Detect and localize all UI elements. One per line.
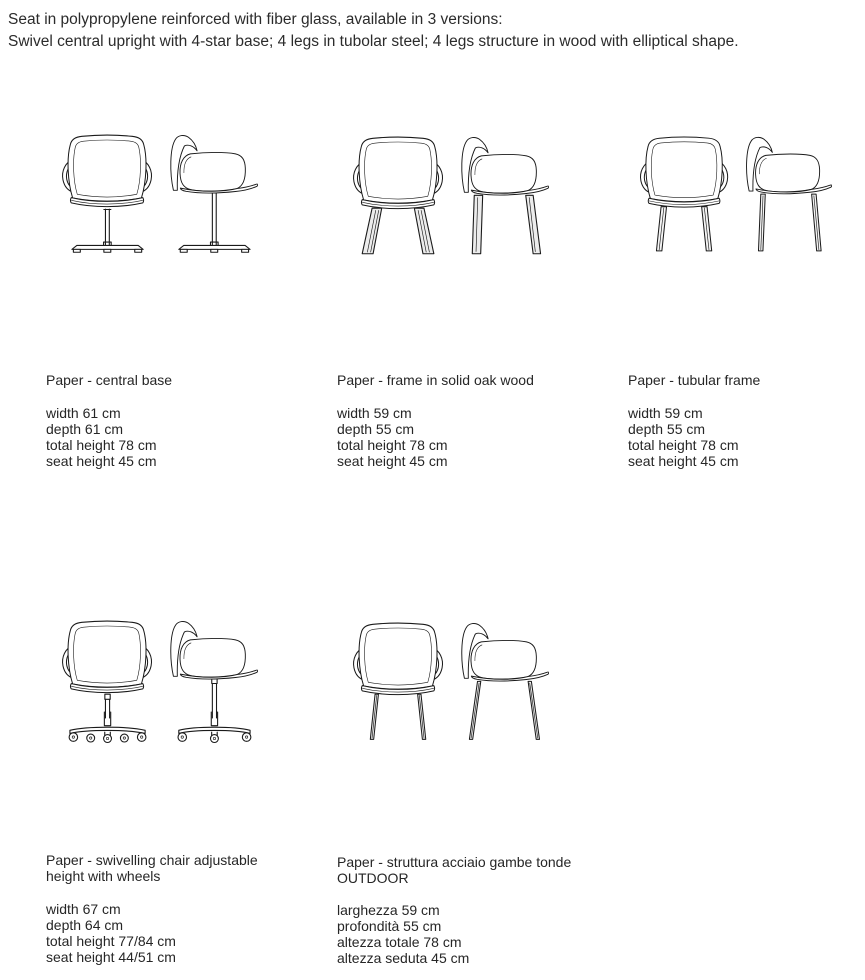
intro-line-2: Swivel central upright with 4-star base; 4 legs in tubolar steel; 4 legs structure in wood with elliptical shape. [8, 32, 739, 50]
chair-side-view [462, 623, 549, 739]
intro-text [8, 9, 739, 52]
product-title: Paper - tubular frame [628, 372, 761, 388]
product-specs [337, 405, 448, 469]
central-base-chair-drawing [60, 130, 258, 259]
spec-line: width 59 cm [628, 405, 703, 421]
spec-line: seat height 45 cm [337, 453, 448, 469]
product-title: Paper - struttura acciaio gambe tonde OUTDOOR [337, 854, 572, 886]
caster-wheels [178, 733, 251, 743]
spec-line: seat height 44/51 cm [46, 949, 176, 965]
product-title: Paper - swivelling chair adjustable height with wheels [46, 852, 258, 884]
product-specs [628, 405, 739, 469]
chair-front-view [354, 137, 443, 254]
product-title: Paper - central base [46, 372, 173, 388]
product-central-base [46, 130, 326, 490]
spec-line: depth 55 cm [337, 421, 415, 437]
product-oak-wood-frame [337, 130, 617, 490]
product-swivelling-wheels [46, 614, 326, 980]
spec-line: width 67 cm [46, 901, 121, 917]
chair-front-view [63, 621, 152, 742]
product-specs [46, 405, 157, 469]
tubular-frame-chair-drawing [638, 132, 832, 258]
swivel-caster-chair-drawing [60, 616, 258, 745]
intro-line-1: Seat in polypropylene reinforced with fiber glass, available in 3 versions: [8, 11, 503, 28]
spec-line: total height 78 cm [628, 437, 739, 453]
chair-side-view [171, 621, 258, 742]
chair-front-view [354, 623, 443, 739]
chair-side-view [747, 137, 832, 251]
spec-line: profondità 55 cm [337, 918, 442, 934]
spec-line: total height 78 cm [46, 437, 157, 453]
chair-front-view [63, 135, 152, 252]
oak-frame-chair-drawing [351, 132, 549, 261]
product-title: Paper - frame in solid oak wood [337, 372, 534, 388]
spec-line: total height 78 cm [337, 437, 448, 453]
chair-front-view [641, 137, 728, 251]
product-outdoor-round-legs [337, 614, 617, 980]
spec-line: width 59 cm [337, 405, 412, 421]
spec-line: larghezza 59 cm [337, 902, 440, 918]
chair-side-view [171, 135, 258, 252]
spec-line: depth 64 cm [46, 917, 124, 933]
spec-line: depth 61 cm [46, 421, 124, 437]
product-specs [337, 902, 469, 966]
spec-line: total height 77/84 cm [46, 933, 176, 949]
caster-wheels [69, 733, 146, 743]
chair-side-view [462, 137, 549, 253]
spec-line: altezza totale 78 cm [337, 934, 462, 950]
spec-line: width 61 cm [46, 405, 121, 421]
spec-line: seat height 45 cm [46, 453, 157, 469]
product-specs [46, 901, 176, 965]
product-tubular-frame [628, 130, 865, 490]
outdoor-chair-drawing [351, 618, 549, 747]
spec-line: depth 55 cm [628, 421, 706, 437]
spec-line: seat height 45 cm [628, 453, 739, 469]
spec-line: altezza seduta 45 cm [337, 950, 470, 966]
